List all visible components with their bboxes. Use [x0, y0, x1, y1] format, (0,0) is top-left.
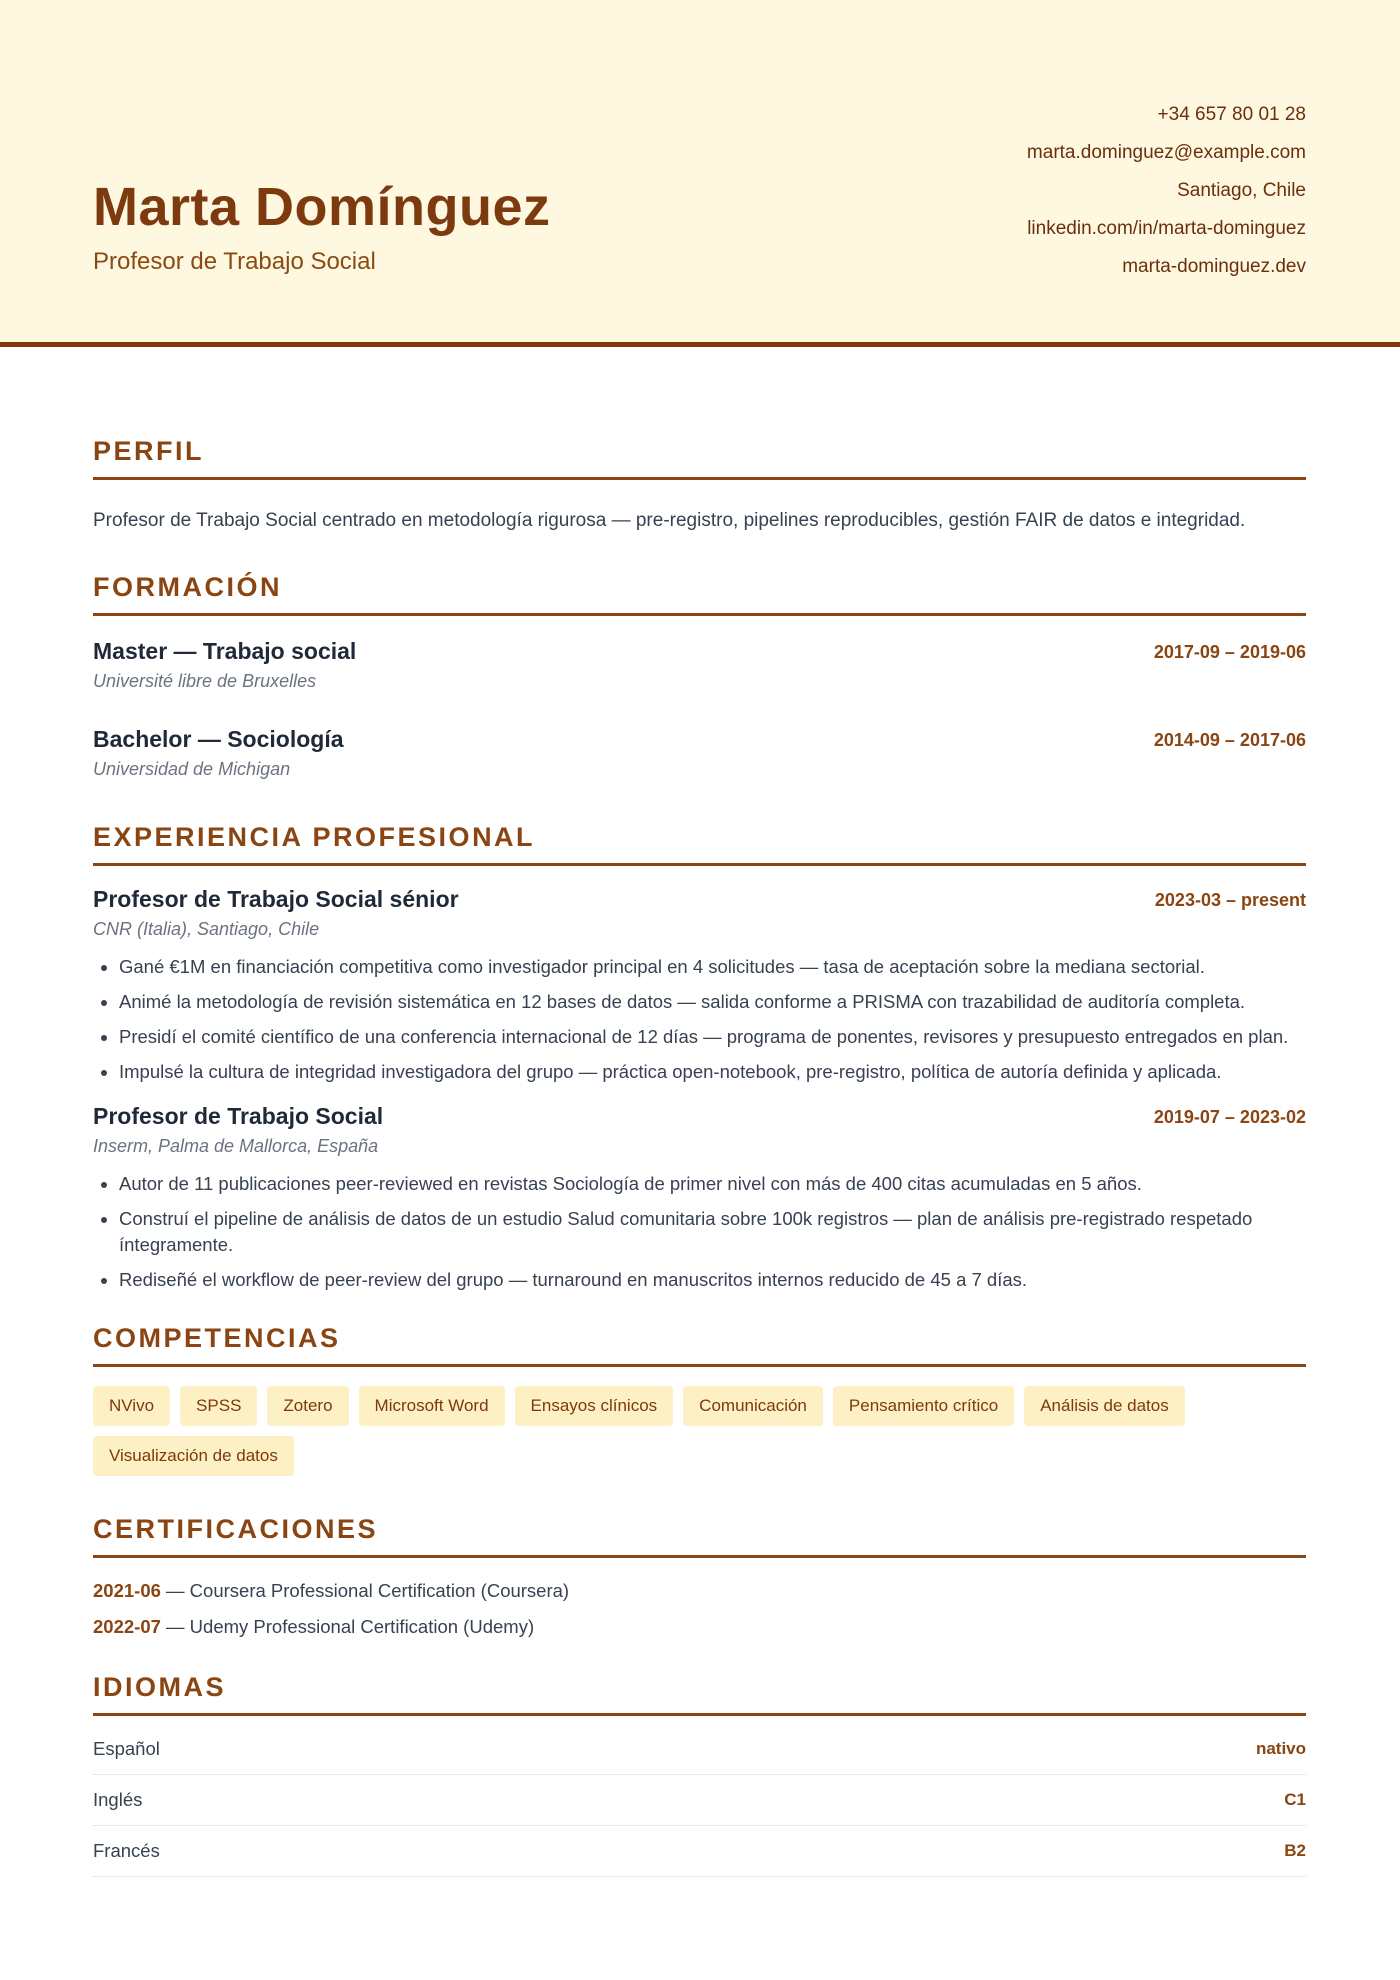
languages-section [93, 1672, 1306, 1877]
section-title-languages: IDIOMAS [93, 1672, 1306, 1716]
experience-dates: 2023-03 – present [1154, 890, 1306, 910]
language-name: Español [93, 1738, 160, 1759]
skill-chip: Zotero [267, 1386, 348, 1426]
candidate-name: Marta Domínguez [93, 177, 551, 237]
skill-chip: SPSS [180, 1386, 257, 1426]
candidate-role: Profesor de Trabajo Social [93, 248, 376, 275]
skill-chip: Comunicación [683, 1386, 823, 1426]
experience-org: Inserm, Palma de Mallorca, España [93, 1136, 379, 1156]
section-title-certifications: CERTIFICACIONES [93, 1514, 1306, 1558]
experience-entry [93, 886, 1306, 1085]
education-entry [93, 638, 1306, 692]
skill-chip: NVivo [93, 1386, 170, 1426]
experience-bullets [93, 954, 1306, 1085]
language-row [93, 1826, 1306, 1877]
language-name: Inglés [93, 1789, 143, 1810]
education-section [93, 572, 1306, 780]
language-row [93, 1724, 1306, 1775]
language-level: B2 [1284, 1841, 1306, 1860]
section-title-education: FORMACIÓN [93, 572, 1306, 616]
contact-linkedin[interactable]: linkedin.com/in/marta-dominguez [1027, 218, 1306, 239]
education-entry [93, 726, 1306, 780]
certification-date: 2021-06 [93, 1580, 161, 1601]
education-school: Université libre de Bruxelles [93, 671, 317, 691]
skill-chip: Visualización de datos [93, 1436, 294, 1476]
certification-date: 2022-07 [93, 1616, 161, 1637]
skill-chip: Pensamiento crítico [833, 1386, 1014, 1426]
skill-chip: Microsoft Word [359, 1386, 505, 1426]
experience-entry [93, 1103, 1306, 1293]
certification-item [93, 1580, 1306, 1602]
language-level: C1 [1284, 1790, 1306, 1809]
certification-text: — Udemy Professional Certification (Udemy) [160, 1616, 535, 1637]
education-degree: Bachelor — Sociología [93, 726, 344, 752]
certification-item [93, 1616, 1306, 1638]
experience-section [93, 822, 1306, 1293]
experience-bullet: • Gané €1M en financiación competitiva como investigador principal en 4 solicitudes — tasa de aceptación sobre la mediana sectorial. [119, 954, 1306, 980]
experience-bullet: • Impulsé la cultura de integridad investigadora del grupo — práctica open-notebook, pre-registro, política de autoría definida y aplicada. [119, 1059, 1306, 1085]
contact-website[interactable]: marta-dominguez.dev [1122, 256, 1306, 277]
resume-header [0, 0, 1400, 347]
language-level: nativo [1255, 1739, 1306, 1758]
experience-org: CNR (Italia), Santiago, Chile [93, 919, 320, 939]
profile-summary: Profesor de Trabajo Social centrado en metodología rigurosa — pre-registro, pipelines reproducibles, gestión FAIR de datos e integridad. [93, 510, 1246, 531]
certifications-section [93, 1514, 1306, 1638]
skill-chip: Ensayos clínicos [515, 1386, 674, 1426]
experience-dates: 2019-07 – 2023-02 [1153, 1107, 1306, 1127]
contact-phone: +34 657 80 01 28 [1157, 104, 1306, 125]
contact-location: Santiago, Chile [1177, 180, 1306, 201]
skill-chip: Análisis de datos [1024, 1386, 1185, 1426]
experience-bullet: • Construí el pipeline de análisis de datos de un estudio Salud comunitaria sobre 100k registros — plan de análisis pre-registrado respetado íntegramente. [119, 1206, 1306, 1258]
skills-section [93, 1323, 1306, 1476]
section-title-profile: PERFIL [93, 436, 1306, 480]
profile-section [93, 436, 1306, 532]
languages-list [93, 1724, 1306, 1877]
experience-bullet: • Autor de 11 publicaciones peer-reviewed en revistas Sociología de primer nivel con más de 400 citas acumuladas en 5 años. [119, 1171, 1306, 1197]
contact-email[interactable]: marta.dominguez@example.com [1026, 142, 1306, 163]
experience-bullet: • Presidí el comité científico de una conferencia internacional de 12 días — programa de ponentes, revisores y presupuesto entregados en plan. [119, 1024, 1306, 1050]
language-row [93, 1775, 1306, 1826]
section-title-experience: EXPERIENCIA PROFESIONAL [93, 822, 1306, 866]
section-title-skills: COMPETENCIAS [93, 1323, 1306, 1367]
resume-body [93, 347, 1306, 1877]
education-dates: 2014-09 – 2017-06 [1153, 730, 1306, 750]
contact-block [1027, 96, 1306, 286]
experience-role: Profesor de Trabajo Social sénior [93, 886, 459, 912]
certifications-list [93, 1580, 1306, 1638]
skills-list [93, 1386, 1306, 1476]
certification-text: — Coursera Professional Certification (Coursera) [160, 1580, 570, 1601]
experience-bullet: • Rediseñé el workflow de peer-review del grupo — turnaround en manuscritos internos reducido de 45 a 7 días. [119, 1267, 1306, 1293]
education-degree: Master — Trabajo social [93, 638, 357, 664]
education-dates: 2017-09 – 2019-06 [1153, 642, 1306, 662]
education-school: Universidad de Michigan [93, 759, 291, 779]
experience-bullet: • Animé la metodología de revisión sistemática en 12 bases de datos — salida conforme a PRISMA con trazabilidad de auditoría completa. [119, 989, 1306, 1015]
language-name: Francés [93, 1840, 160, 1861]
experience-bullets [93, 1171, 1306, 1293]
experience-role: Profesor de Trabajo Social [93, 1103, 384, 1129]
